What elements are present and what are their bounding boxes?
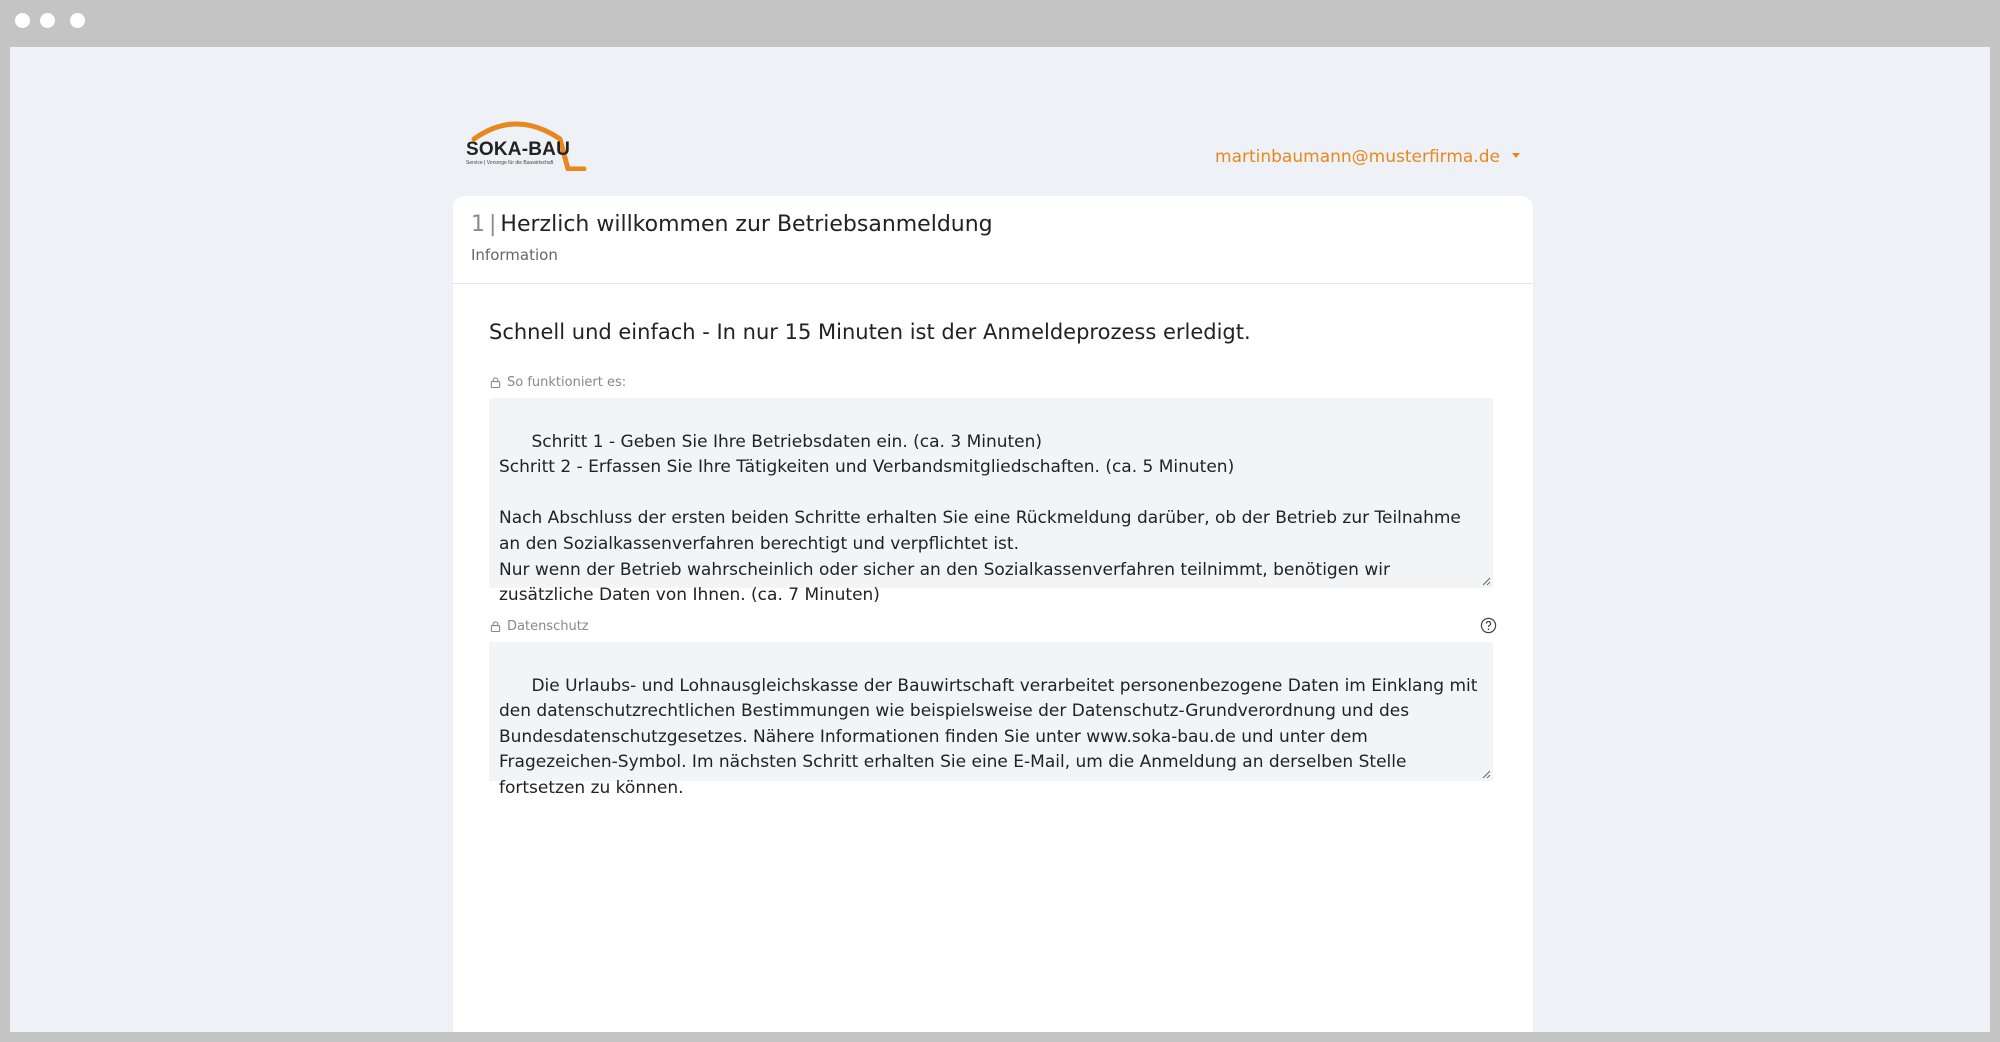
window-titlebar: [0, 0, 2000, 47]
how-it-works-label: [490, 375, 626, 390]
logo-tagline: Service | Vorsorge für die Bauwirtschaft: [466, 160, 554, 166]
lock-icon: [490, 621, 501, 632]
step-subtitle: Information: [471, 246, 558, 264]
step-title-text: Herzlich willkommen zur Betriebsanmeldung: [500, 212, 993, 237]
step-separator: |: [489, 212, 497, 237]
privacy-textarea[interactable]: [489, 642, 1493, 798]
lock-icon: [490, 377, 501, 388]
step-number: 1: [471, 212, 485, 237]
how-it-works-text: Schritt 1 - Geben Sie Ihre Betriebsdaten ein. (ca. 3 Minuten) Schritt 2 - Erfassen Sie Ihre Tätigkeiten und Verbandsmitgliedschaften. (ca. 5 Minuten) Nach Abschluss der ersten beiden Schritte erhalten Sie eine Rückmeldung darüber, ob der Betrieb zur Teilnahme an den Sozialkassenverfahren berechtigt und verpflichtet ist. Nur wenn der Betrieb wahrscheinlich oder sicher an den Sozialkassenverfahren teilnimmt, benötigen wir zusätzliche Daten von Ihnen. (ca. 7 Minuten): [499, 431, 1461, 606]
resize-handle-icon[interactable]: [1481, 769, 1491, 779]
how-it-works-label-text: So funktioniert es:: [507, 375, 627, 390]
resize-handle-icon[interactable]: [1481, 576, 1491, 586]
privacy-text: Die Urlaubs- und Lohnausgleichskasse der Bauwirtschaft verarbeitet personenbezogene Daten im Einklang mit den datenschutzrechtlichen Bestimmungen wie beispielsweise der Datenschutz-Grundverordnung und des Bundesdatenschutzgesetzes. Nähere Informationen finden Sie unter www.soka-bau.de und unter dem Fragezeichen-Symbol. Im nächsten Schritt erhalten Sie eine E-Mail, um die Anmeldung an derselben Stelle fortsetzen zu können.: [499, 675, 1483, 798]
privacy-label-text: Datenschutz: [507, 619, 589, 634]
help-question-icon[interactable]: [1480, 617, 1497, 634]
step-header: [453, 196, 1533, 284]
form-card: [453, 196, 1533, 1032]
intro-heading: Schnell und einfach - In nur 15 Minuten ist der Anmeldeprozess erledigt.: [489, 320, 1251, 344]
app-screen: [10, 47, 1990, 1032]
user-menu[interactable]: [1215, 147, 1520, 167]
step-title: [471, 212, 993, 237]
privacy-label: [490, 619, 589, 634]
window-maximize-dot[interactable]: [70, 13, 85, 28]
logo-wordmark: SOKA-BAU: [466, 139, 570, 160]
user-email: martinbaumann@musterfirma.de: [1215, 147, 1500, 167]
chevron-down-icon: [1512, 153, 1520, 158]
how-it-works-textarea[interactable]: [489, 398, 1493, 606]
window-close-dot[interactable]: [15, 13, 30, 28]
window-minimize-dot[interactable]: [40, 13, 55, 28]
